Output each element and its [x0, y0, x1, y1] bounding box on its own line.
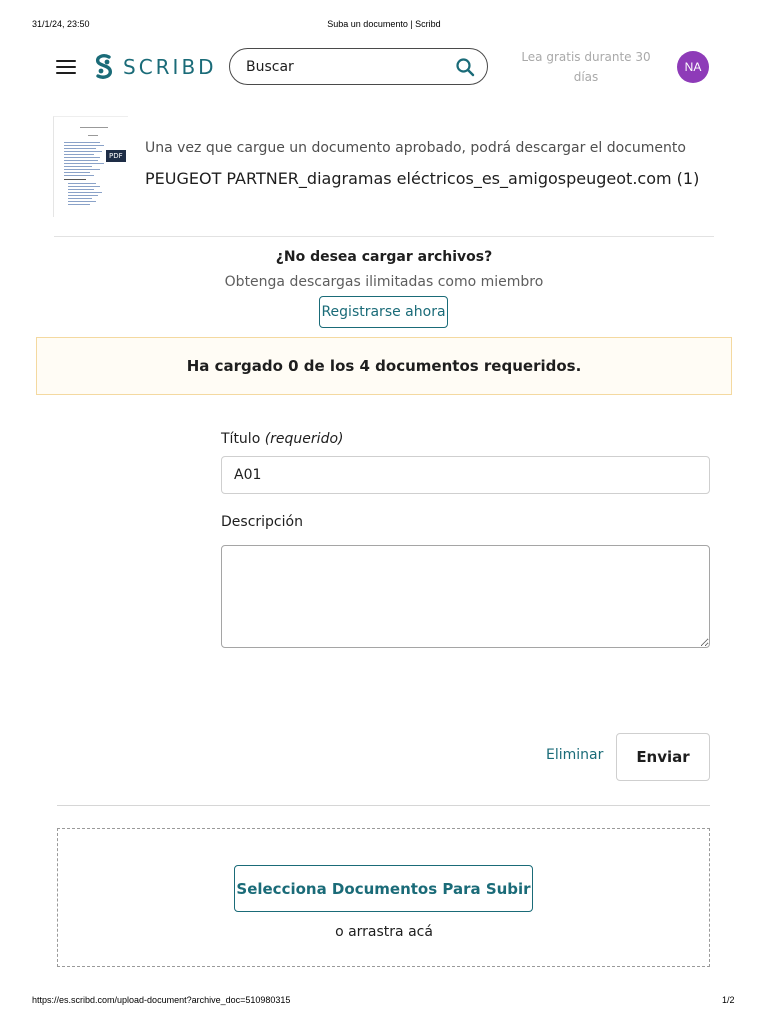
- upload-progress-notice: [36, 337, 732, 395]
- title-required-hint: (requerido): [264, 431, 344, 447]
- search-bar[interactable]: [229, 48, 488, 85]
- title-input[interactable]: [221, 456, 710, 494]
- free-trial-link[interactable]: [520, 47, 652, 87]
- select-documents-button[interactable]: Selecciona Documentos Para Subir: [234, 865, 533, 912]
- upload-progress-text: Ha cargado 0 de los 4 documentos requeridos.: [186, 357, 582, 375]
- description-textarea[interactable]: [221, 545, 710, 648]
- pdf-badge: PDF: [106, 150, 126, 162]
- download-info-text: Una vez que cargue un documento aprobado, podrá descargar el documento: [145, 140, 686, 156]
- search-input[interactable]: [244, 58, 455, 76]
- delete-link[interactable]: Eliminar: [546, 747, 604, 763]
- print-page-number: 1/2: [722, 995, 735, 1005]
- print-page-title: Suba un documento | Scribd: [327, 19, 441, 29]
- title-label: [221, 431, 343, 447]
- hamburger-menu-icon[interactable]: [56, 59, 76, 75]
- send-button[interactable]: Enviar: [616, 733, 710, 781]
- search-icon[interactable]: [455, 57, 475, 77]
- membership-title: ¿No desea cargar archivos?: [275, 249, 493, 265]
- description-label: Descripción: [221, 514, 303, 530]
- register-now-button[interactable]: Registrarse ahora: [319, 296, 448, 328]
- print-url: https://es.scribd.com/upload-document?archive_doc=510980315: [32, 995, 291, 1005]
- scribd-logo-icon: [93, 53, 115, 81]
- free-trial-line1: Lea gratis durante 30: [521, 50, 651, 64]
- document-thumbnail: [53, 116, 128, 217]
- scribd-logo-text: SCRIBD: [123, 55, 217, 79]
- divider: [57, 805, 710, 806]
- free-trial-line2: días: [573, 70, 599, 84]
- print-datetime: 31/1/24, 23:50: [32, 19, 90, 29]
- membership-subtitle: Obtenga descargas ilimitadas como miembro: [224, 274, 544, 290]
- drag-hint-text: o arrastra acá: [335, 924, 433, 940]
- title-label-text: Título: [221, 431, 261, 447]
- scribd-logo[interactable]: [93, 52, 217, 82]
- divider: [54, 236, 714, 237]
- user-avatar[interactable]: NA: [677, 51, 709, 83]
- document-name: PEUGEOT PARTNER_diagramas eléctricos_es_amigospeugeot.com (1): [145, 169, 700, 188]
